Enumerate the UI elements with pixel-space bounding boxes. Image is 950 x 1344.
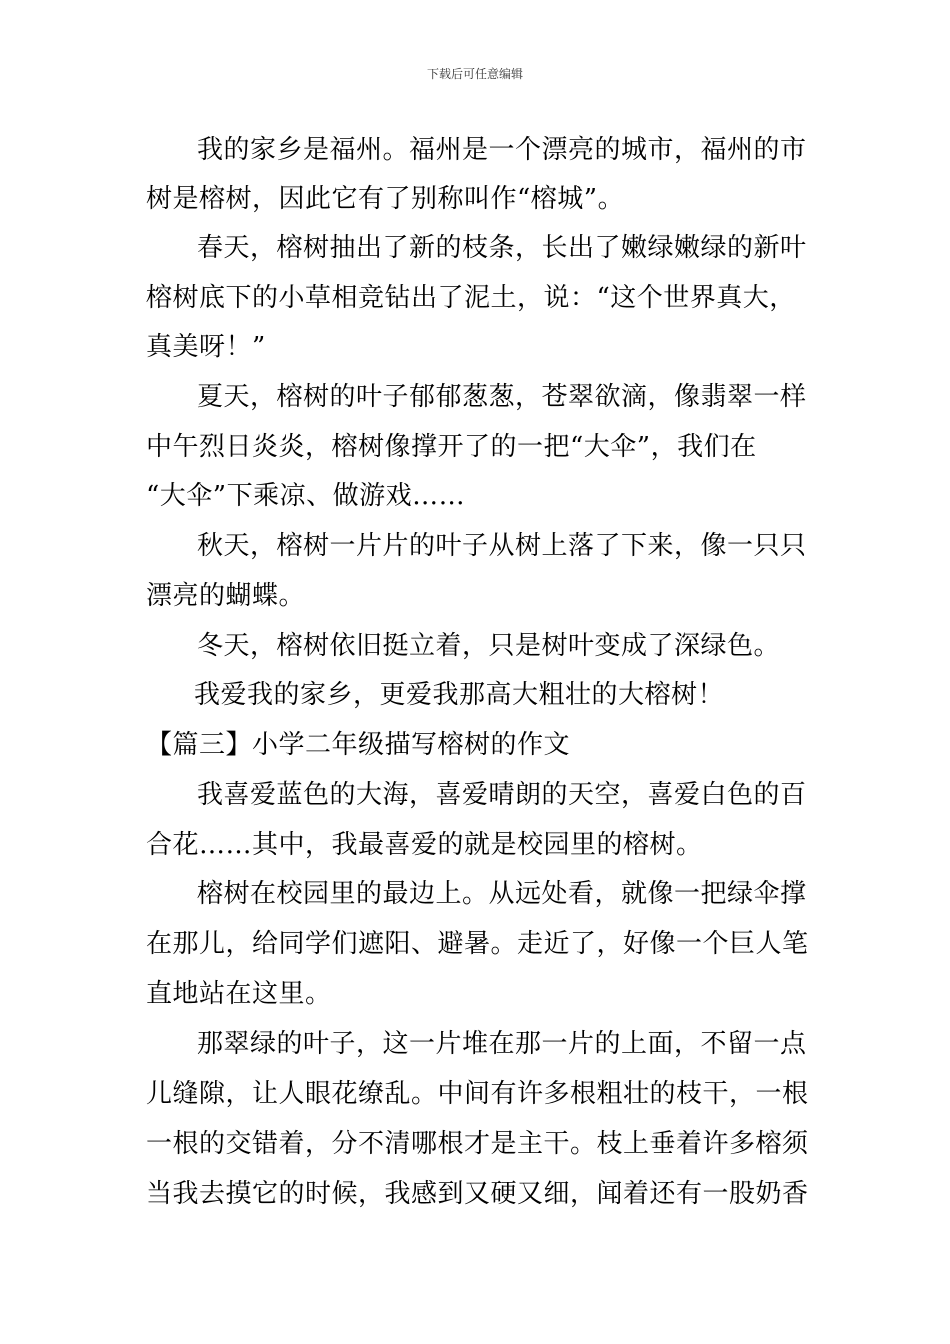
paragraph-line: 我的家乡是福州。福州是一个漂亮的城市，福州的市 [197, 135, 807, 165]
paragraph-line: 我爱我的家乡，更爱我那高大粗壮的大榕树！ [194, 680, 725, 710]
page-header-note: 下载后可任意编辑 [426, 67, 523, 81]
paragraph-line: “大伞”下乘凉、做游戏…… [146, 481, 466, 511]
paragraph-line: 一根的交错着，分不清哪根才是主干。枝上垂着许多榕须 [146, 1129, 809, 1159]
paragraph-line: 儿缝隙，让人眼花缭乱。中间有许多根粗壮的枝干，一根 [146, 1079, 809, 1109]
paragraph-line: 冬天，榕树依旧挺立着，只是树叶变成了深绿色。 [197, 631, 781, 661]
paragraph-line: 秋天，榕树一片片的叶子从树上落了下来，像一只只 [197, 531, 807, 561]
paragraph-line: 榕树底下的小草相竞钻出了泥土，说：“这个世界真大， [146, 283, 796, 313]
paragraph-line: 春天，榕树抽出了新的枝条，长出了嫩绿嫩绿的新叶 [197, 233, 807, 263]
paragraph-line: 合花……其中，我最喜爱的就是校园里的榕树。 [146, 830, 703, 860]
paragraph-line: 夏天，榕树的叶子郁郁葱葱，苍翠欲滴，像翡翠一样 [197, 382, 807, 412]
paragraph-line: 真美呀！” [146, 332, 266, 362]
paragraph-line: 我喜爱蓝色的大海，喜爱晴朗的天空，喜爱白色的百 [197, 780, 807, 810]
paragraph-line: 漂亮的蝴蝶。 [146, 581, 306, 611]
paragraph-line: 当我去摸它的时候，我感到又硬又细，闻着还有一股奶香 [146, 1179, 809, 1209]
section-heading: 【篇三】小学二年级描写榕树的作文 [146, 730, 571, 760]
paragraph-line: 榕树在校园里的最边上。从远处看，就像一把绿伞撑 [197, 879, 807, 909]
paragraph-line: 树是榕树，因此它有了别称叫作“榕城”。 [146, 184, 625, 214]
paragraph-line: 中午烈日炎炎，榕树像撑开了的一把“大伞”，我们在 [146, 432, 757, 462]
paragraph-line: 那翠绿的叶子，这一片堆在那一片的上面，不留一点 [197, 1029, 807, 1059]
paragraph-line: 在那儿，给同学们遮阳、避暑。走近了，好像一个巨人笔 [146, 929, 809, 959]
paragraph-line: 直地站在这里。 [146, 979, 332, 1009]
